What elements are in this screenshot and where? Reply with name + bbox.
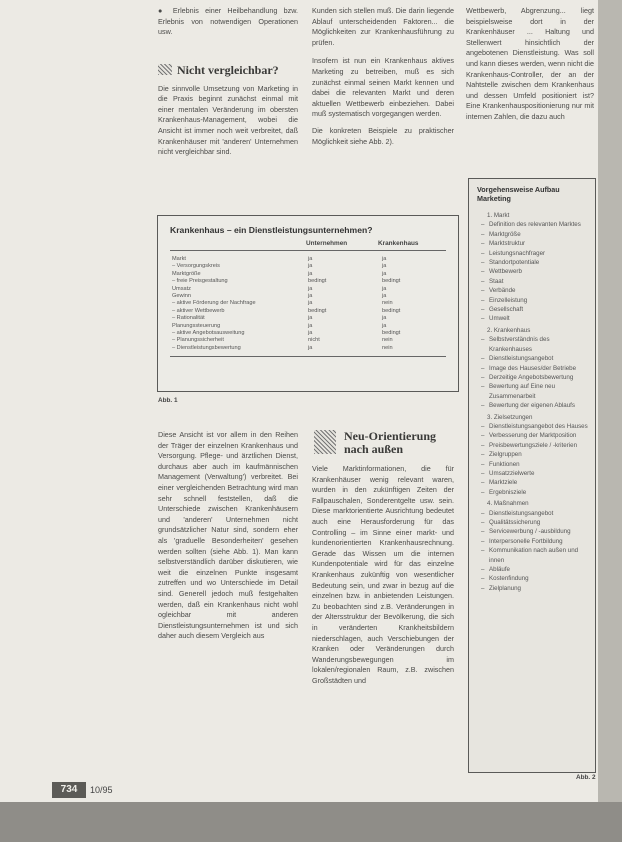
- table-cell-label: Marktgröße: [172, 270, 201, 277]
- col3-top-paragraph: Wettbewerb, Abgrenzung... liegt beispielsweise dort in der Krankenhäuser ... Haltung und Stellenwert hinsichtlich der angebotenen Dienstleistung. Was soll und kann dieses werden, wenn nicht die Krankenhaus-Controller, der an der Nahtstelle zwischen dem Krankenhaus und dessen Umfeld positioniert ist? Eine Krankenhauspositionierung nur mit internen Zahlen, die dazu auch: [466, 6, 594, 121]
- table-cell-label: – Planungssicherheit: [172, 337, 224, 344]
- table-cell-unternehmen: ja: [308, 322, 313, 329]
- box-list-item: – Ergebnisziele: [477, 488, 589, 497]
- table-cell-unternehmen: ja: [308, 300, 313, 307]
- table-row: [158, 300, 458, 307]
- col2-paragraph-2: Die konkreten Beispiele zu praktischer Möglichkeit siehe Abb. 2).: [312, 125, 454, 146]
- box-list-item: – Qualitätssicherung: [477, 518, 589, 527]
- table-cell-krankenhaus: nein: [382, 344, 393, 351]
- box-list-item: – Einzelleistung: [477, 296, 589, 305]
- table-cell-label: Gewinn: [172, 293, 191, 299]
- column-2-top-text: [312, 6, 454, 147]
- col2-lower-paragraph: Viele Marktinformationen, die für Krankenhäuser wenig relevant waren, wurden in den zukünftigen Zeiten der Fallpauschalen, Sonderentgelte usw. sein. Diese marktorientierte Ausrichtung bedeutet auch eine Herausforderung für das Controlling – im Sinne einer markt- und kundenorientierten Krankenhausrechnung. Gerade das Wissen um die internen Kundenpotentiale wird für das einzelne Krankenhaus zukünftig von wesentlicher Bedeutung sein, und zwar in bezug auf die einzelnen bzw. in anbietenden Leistungen. Zu beobachten sind z.B. Veränderungen in der Altersstruktur der Bevölkerung, die sich in veränderten Krankheitsbildern niederschlagen, auch Verschiebungen der Kranken oder Veränderungen durch Wanderungsbewegungen im lokalen/regionalen Raum, z.B. zwischen Großstädten und: [312, 464, 454, 685]
- hatch-icon: [158, 64, 172, 75]
- table-cell-unternehmen: ja: [308, 270, 313, 277]
- section-heading-nicht-vergleichbar: [158, 64, 298, 76]
- table-cell-label: – aktive Angebotsausweitung: [172, 330, 245, 336]
- column-1-lower-text: [158, 430, 298, 642]
- box-list-item: – Marktziele: [477, 478, 589, 487]
- scan-bottom-shadow: [0, 802, 622, 842]
- table-header-krankenhaus: Krankenhaus: [378, 240, 419, 247]
- hatch-icon: [314, 430, 336, 454]
- table-row: [158, 323, 458, 330]
- box-group-heading: 4. Maßnahmen: [487, 500, 529, 508]
- box-list: [477, 209, 589, 593]
- box-list-item: – Leistungsnachfrager: [477, 249, 589, 258]
- col1-paragraph-1: Die sinnvolle Umsetzung von Marketing in die Praxis beginnt zunächst einmal mit einer mentalen Veränderung im obersten Krankenhaus-Management, wobei die Ansicht ist immer noch weit verbreitet, daß Krankenhäuser mit 'anderen' Unternehmen nicht vergleichbar sind.: [158, 83, 298, 157]
- box-list-item: – Staat: [477, 277, 589, 286]
- comparison-table: [157, 215, 459, 392]
- issue-number: 10/95: [90, 785, 113, 795]
- table-cell-label: – aktive Förderung der Nachfrage: [172, 300, 256, 307]
- box-list-item: – Gesellschaft: [477, 305, 589, 314]
- table-cell-unternehmen: ja: [308, 263, 313, 270]
- table-cell-unternehmen: nicht: [308, 337, 320, 344]
- table-cell-krankenhaus: nein: [382, 300, 393, 307]
- table-row: [158, 345, 458, 352]
- column-3-top-text: [466, 6, 594, 123]
- box-list-item: – Zielgruppen: [477, 450, 589, 459]
- table-cell-krankenhaus: ja: [382, 270, 387, 277]
- box-list-item: – Interpersonelle Fortbildung: [477, 537, 589, 546]
- table-cell-label: – Versorgungskreis: [172, 263, 220, 270]
- box-list-item: – Umsatzzielwerte: [477, 469, 589, 478]
- table-cell-krankenhaus: ja: [382, 285, 387, 292]
- column-1-section: [158, 64, 298, 158]
- box-list-item: – Standortpotentiale: [477, 258, 589, 267]
- table-row: [158, 293, 458, 300]
- box-list-item: – Image des Hauses/der Betriebe: [477, 364, 589, 373]
- box-group-heading: 1. Markt: [487, 212, 510, 219]
- table-cell-label: Markt: [172, 256, 186, 262]
- box-title: Vorgehensweise Aufbau Marketing: [477, 185, 560, 203]
- table-cell-label: – aktiver Wettbewerb: [172, 307, 225, 314]
- table-title: Krankenhaus – ein Dienstleistungsunternehmen?: [170, 225, 373, 235]
- table-bottom-rule: [170, 356, 446, 357]
- box-list-item: – Dienstleistungsangebot des Hauses: [477, 422, 589, 431]
- table-cell-label: – Rationalität: [172, 315, 205, 322]
- box-list-item: – Preisbewertungsziele / -kriterien: [477, 441, 589, 450]
- table-row: [158, 315, 458, 322]
- marketing-steps-box: [468, 178, 596, 773]
- box-group-heading: 3. Zielsetzungen: [487, 413, 533, 421]
- table-cell-krankenhaus: bedingt: [382, 307, 401, 314]
- table-row: [158, 330, 458, 337]
- box-list-item: – Servicewerbung / -ausbildung: [477, 527, 589, 536]
- page-edge-shadow: [598, 0, 622, 842]
- box-list-item: – Kostenfindung: [477, 574, 589, 583]
- box-list-item: – Bewertung der eigenen Ablaufs: [477, 401, 589, 410]
- box-list-item: – Verbesserung der Marktposition: [477, 431, 589, 440]
- table-cell-unternehmen: bedingt: [308, 278, 327, 285]
- box-list-item: – Marktstruktur: [477, 239, 589, 248]
- col1-top-paragraph: ● Erlebnis einer Heilbehandlung bzw. Erlebnis von notwendigen Operationen usw.: [158, 6, 298, 37]
- table-row: [158, 263, 458, 270]
- table-cell-unternehmen: ja: [308, 285, 313, 292]
- table-row: [158, 337, 458, 344]
- box-list-item: – Dienstleistungsangebot: [477, 509, 589, 518]
- figure-1-caption: Abb. 1: [158, 397, 178, 404]
- table-cell-krankenhaus: bedingt: [382, 278, 401, 285]
- table-cell-unternehmen: ja: [308, 344, 313, 351]
- col2-top-paragraph: Kunden sich stellen muß. Die darin liegende Ablauf unterscheidenden Faktoren... die Möglichkeiten zur Krankenhausführung zu prüfen.: [312, 6, 454, 47]
- section-heading-text: Nicht vergleichbar?: [177, 63, 279, 77]
- box-list-item: – Derzeitige Angebotsbewertung: [477, 373, 589, 382]
- box-list-item: – Kommunikation nach außen und innen: [477, 546, 589, 565]
- table-header-rule: [170, 250, 446, 251]
- table-cell-label: Umsatz: [172, 285, 191, 292]
- table-header-unternehmen: Unternehmen: [306, 240, 348, 247]
- table-row: [158, 308, 458, 315]
- table-cell-krankenhaus: ja: [382, 315, 387, 322]
- table-cell-krankenhaus: ja: [382, 263, 387, 270]
- box-list-item: – Wettbewerb: [477, 267, 589, 276]
- table-cell-unternehmen: ja: [308, 315, 313, 322]
- table-cell-unternehmen: ja: [308, 330, 313, 336]
- table-cell-unternehmen: ja: [308, 256, 313, 262]
- box-list-item: – Bewertung auf Eine neu Zusammenarbeit: [477, 382, 589, 401]
- box-list-item: – Funktionen: [477, 460, 589, 469]
- box-list-item: – Marktgröße: [477, 230, 589, 239]
- column-2-lower-text: [312, 464, 454, 686]
- col2-paragraph-1: Insofern ist nun ein Krankenhaus aktives Marketing zu betreiben, muß es sich zunächst einmal seinen Markt kennen und dabei die relevanten Markt und deren aktuellen Wettbewerb einbeziehen. Dabei muß systematisch vorgegangen werden.: [312, 56, 454, 119]
- table-cell-label: – Dienstleistungsbewertung: [172, 344, 241, 351]
- figure-2-caption: Abb. 2: [576, 774, 596, 781]
- table-row: [158, 278, 458, 285]
- col1-lower-paragraph: Diese Ansicht ist vor allem in den Reihen der Träger der einzelnen Krankenhaus und Versorgung. Pflege- und ärztlichen Dienst, durchaus aber auch im kaufmännischen Management (Verwaltung') verbreitet. Bei einer vergleichenden Betrachtung wird man sehr schnell feststellen, daß die Unterschiede zwischen Krankenhäusern und 'anderen' Unternehmen nicht grundsätzlicher Natur sind, sondern eher als 'graduelle Besonderheiten' gesehen werden sollten (siehe Abb. 1). Man kann selbstverständlich darüber diskutieren, wie weit die einzelnen Punkte insgesamt zutreffen und wo Unterschiede im Detail sind. Generell jedoch muß festgehalten werden, daß ein Krankenhaus nicht wohl ogleichbar mit anderen Dienstleistungsunternehmen ist und sich daher auch diesem Vergleich aus: [158, 430, 298, 641]
- box-list-item: – Umwelt: [477, 314, 589, 323]
- box-list-item: – Dienstleistungsangebot: [477, 354, 589, 363]
- table-cell-unternehmen: bedingt: [308, 307, 327, 314]
- table-cell-label: Planungssteuerung: [172, 322, 221, 329]
- column-1-top-text: [158, 6, 298, 38]
- table-cell-krankenhaus: bedingt: [382, 330, 401, 336]
- table-row: [158, 286, 458, 293]
- table-row: [158, 271, 458, 278]
- table-cell-krankenhaus: ja: [382, 293, 387, 299]
- page-number: 734: [52, 782, 86, 798]
- box-list-item: – Selbstverständnis des Krankenhauses: [477, 335, 589, 354]
- box-list-item: – Abläufe: [477, 565, 589, 574]
- table-cell-krankenhaus: nein: [382, 337, 393, 344]
- box-list-item: – Definition des relevanten Marktes: [477, 220, 589, 229]
- box-list-item: – Zielplanung: [477, 584, 589, 593]
- box-group-heading: 2. Krankenhaus: [487, 326, 531, 334]
- table-cell-krankenhaus: ja: [382, 322, 387, 329]
- table-cell-label: – freie Preisgestaltung: [172, 278, 228, 285]
- box-list-item: – Verbände: [477, 286, 589, 295]
- table-row: [158, 256, 458, 263]
- table-cell-krankenhaus: ja: [382, 256, 387, 262]
- table-cell-unternehmen: ja: [308, 293, 313, 299]
- section-heading-neu-orientierung: Neu-Orientierung nach außen: [344, 429, 436, 456]
